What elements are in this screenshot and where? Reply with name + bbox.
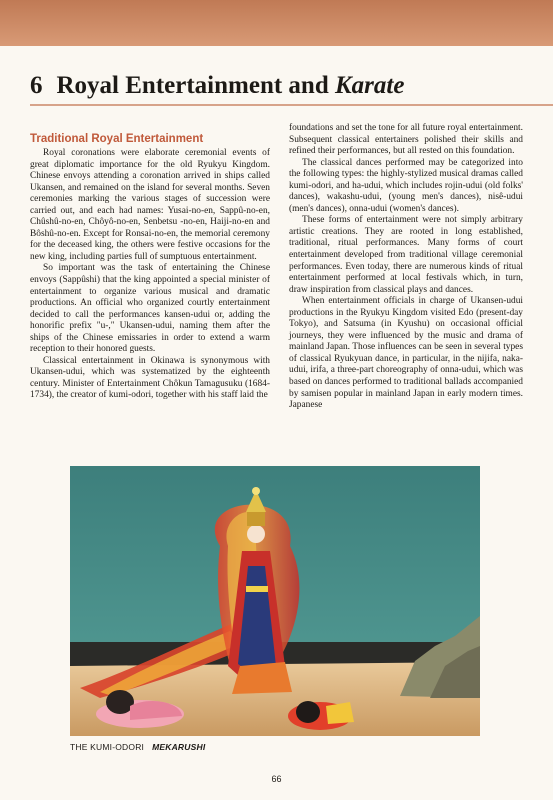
chapter-number: 6 bbox=[30, 72, 43, 99]
chapter-heading bbox=[30, 72, 404, 100]
right-column bbox=[289, 123, 523, 412]
paragraph: These forms of entertainment were not simply arbitrary artistic creations. They are rooted in long established, traditional, ritual performances. Many forms of court entertainment developed from traditional village ceremonial performances. Even today, there are numerous kinds of ritual entertainment performed at local festivals which, in turn, draw inspiration from classical plays and dances. bbox=[289, 215, 523, 295]
left-column bbox=[30, 123, 270, 402]
caption-text: THE KUMI-ODORI bbox=[70, 742, 145, 752]
heading-rule bbox=[30, 104, 553, 106]
chapter-title-italic: Karate bbox=[334, 72, 405, 99]
paragraph: Classical entertainment in Okinawa is synonymous with Ukansen-udui, which was systematized by the eighteenth century. Minister of Entertainment Chôkun Tamagusuku (1684-1734), the creator of kumi-odori, together with his staff laid the bbox=[30, 355, 270, 401]
caption-italic: MEKARUSHI bbox=[152, 742, 206, 752]
page-number: 66 bbox=[271, 774, 282, 784]
section-heading: Traditional Royal Entertainment bbox=[30, 133, 204, 145]
paragraph: Royal coronations were elaborate ceremonial events of great diplomatic importance for the old Ryukyu Kingdom. Chinese envoys attending a coronation arrived in ships called Ukansen, and remained on the island for several months. Seven ceremonies marking the various stages of succession were carried out, and each had names: Yusai-no-en, Sappû-no-en, Chûshû-no-en, Chôyô-no-en, Senbetsu -no-en, Haiji-no-en and Bôshû-no-en. Except for Ronsai-no-en, the memorial ceremony for the deceased king, the others were festive occasions for the new king, including parties full of sumptuous entertainment. bbox=[30, 148, 270, 262]
chapter-title: Royal Entertainment and bbox=[56, 72, 329, 99]
paragraph: The classical dances performed may be categorized into the following types: the highly-stylized musical dramas called kumi-odori, and ha-udui, which includes rojin-udui (old folks' dances), wakashu-udui, (young men's dances), nisê-udui (men's dances), onna-udui (women's dances). bbox=[289, 157, 523, 214]
performance-photo bbox=[70, 466, 480, 736]
paragraph: foundations and set the tone for all future royal entertainment. Subsequent classical entertainers polished their skills and refined their performances, but all rested on this foundation. bbox=[289, 123, 523, 157]
top-color-band bbox=[0, 0, 553, 46]
paragraph: So important was the task of entertaining the Chinese envoys (Sappûshi) that the king appointed a special minister of entertainment to organize various musical and dramatic productions. An official who organized courtly entertainment decided to call the performances kansen-udui or, adding the honorific prefix "u-," Ukansen-udui, naming them after the ships of the Chinese emissaries in order to extend a warm reception to their honored guests. bbox=[30, 263, 270, 355]
paragraph: When entertainment officials in charge of Ukansen-udui productions in the Ryukyu Kingdom visited Edo (present-day Tokyo), and Satsuma (in Kyushu) on occasional official journeys, they were influenced by the music and drama of mainland Japan. Those influences can be seen in several types of classical Ryukyuan dance, in particular, in the nijifa, naka-udui, irifa, a three-part choreography of onna-udui, which was based on dances performed to traditional ballads accompanied by samisen popular in mainland Japan in early modern times. Japanese bbox=[289, 296, 523, 411]
photo-caption bbox=[70, 742, 205, 752]
